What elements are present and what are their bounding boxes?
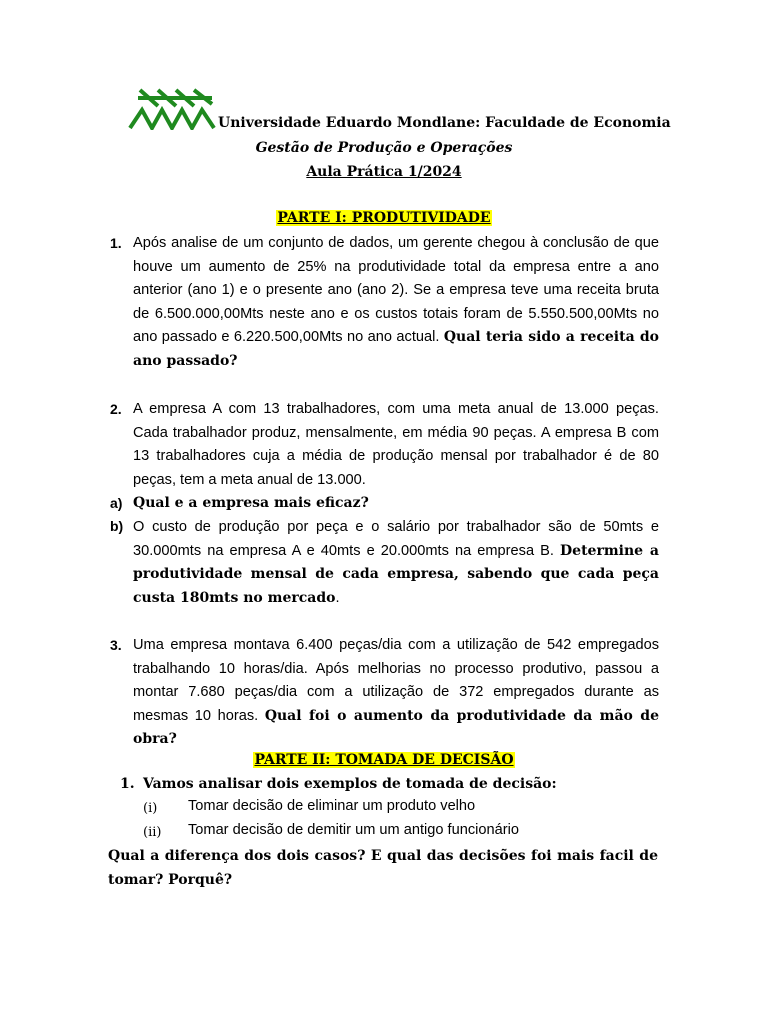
q3-paragraph (133, 634, 659, 752)
q1-text: Após analise de um conjunto de dados, um gerente chegou à conclusão de que houve um aumento de 25% na produtividade total da empresa entre a ano anterior (ano 1) e o presente ano (ano 2). Se a empresa teve uma receita bruta de 6.500.000,00Mts neste ano e os custos totais foram de 5.550.500,00Mts no ano passado e 6.220.500,00Mts no ano actual. (133, 235, 659, 346)
sub-item-text: Tomar decisão de eliminar um produto velho (188, 798, 476, 814)
sub-item-label: (ii) (143, 825, 162, 840)
course-title: Gestão de Produção e Operações (255, 140, 513, 156)
q2b-end: . (335, 589, 340, 606)
part2-heading: PARTE II: TOMADA DE DECISÃO (254, 752, 514, 768)
university-logo (128, 86, 218, 130)
q1-question: Qual teria sido a receita do ano passado? (133, 329, 659, 369)
q1-number: 1. (110, 235, 122, 251)
q2a-label: a) (110, 495, 123, 511)
university-name: Universidade Eduardo Mondlane: Faculdade de Economia (218, 115, 671, 131)
q2-number: 2. (110, 401, 122, 417)
q2b-text: O custo de produção por peça e o salário por trabalhador são de 50mts e 30.000mts na empresa A e 40mts e 20.000mts na empresa B. (133, 519, 659, 559)
q2b-paragraph (133, 516, 659, 610)
sub-item-label: (i) (143, 801, 158, 816)
q3-question: Qual foi o aumento da produtividade da mão de obra? (133, 707, 659, 748)
q3-text: Uma empresa montava 6.400 peças/dia com a utilização de 542 empregados trabalhando 10 horas/dia. Após melhorias no processo produtivo, passou a montar 7.680 peças/dia com a utilização de 372 empregados durante as mesmas 10 horas. (133, 637, 659, 724)
q2a-question: Qual e a empresa mais eficaz? (133, 495, 369, 511)
part2-item-number: 1. (120, 776, 135, 792)
q2b-question: Determine a produtividade mensal de cada empresa, sabendo que cada peça custa 180mts no mercado (133, 542, 659, 606)
class-title: Aula Prática 1/2024 (306, 164, 462, 180)
part1-heading: PARTE I: PRODUTIVIDADE (277, 210, 491, 226)
q1-paragraph (133, 232, 659, 374)
q2b-label: b) (110, 518, 124, 534)
part2-item-text: Vamos analisar dois exemplos de tomada de decisão: (143, 776, 557, 792)
q2-text: A empresa A com 13 trabalhadores, com uma meta anual de 13.000 peças. Cada trabalhador produz, mensalmente, em média 90 peças. A empresa B com 13 trabalhadores cuja a média de produção mensal por trabalhador é de 80 peças, tem a meta anual de 13.000. (133, 401, 659, 488)
closing-question: Qual a diferença dos dois casos? E qual das decisões foi mais facil de tomar? Porquê? (108, 848, 658, 888)
sub-item-text: Tomar decisão de demitir um um antigo funcionário (188, 822, 519, 838)
q3-number: 3. (110, 637, 122, 653)
